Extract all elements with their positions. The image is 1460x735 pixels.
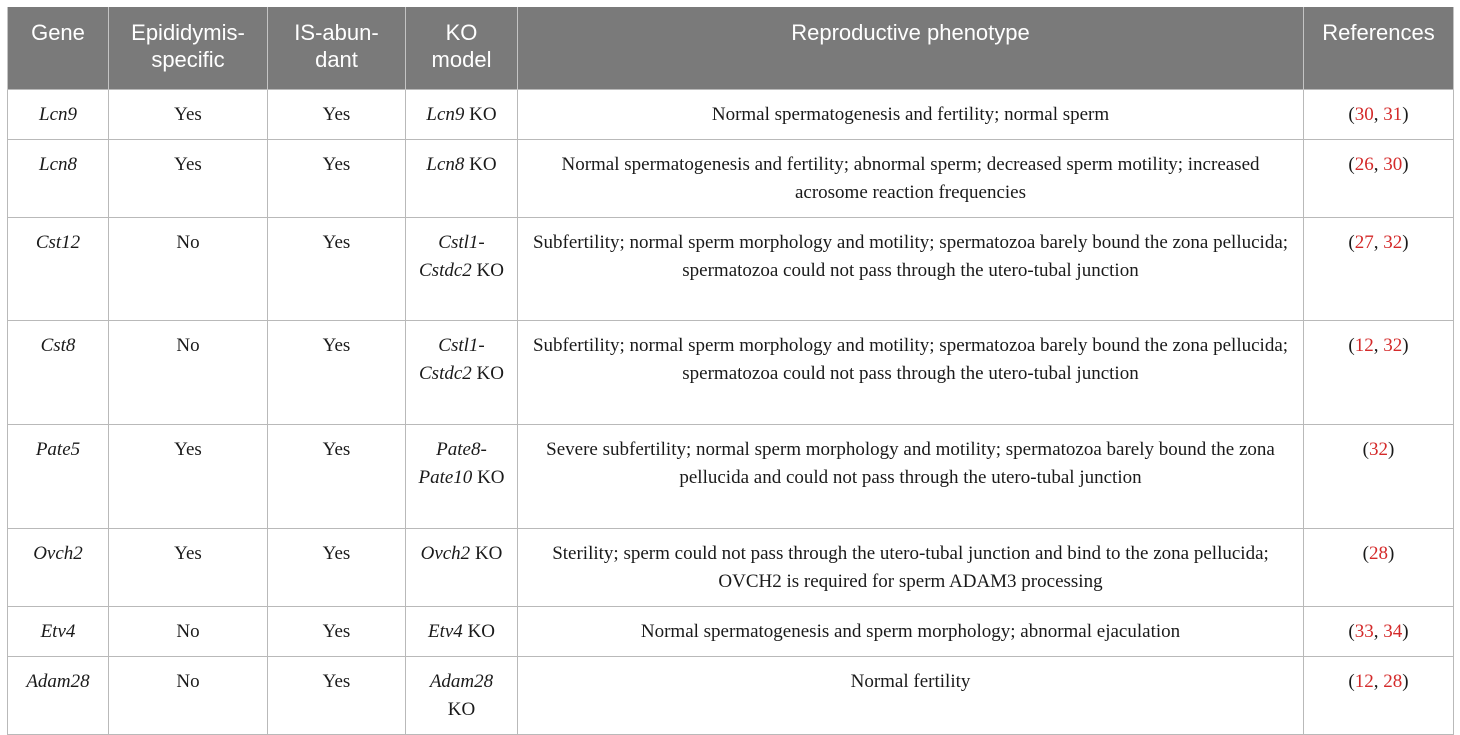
epididymis-specific-cell: No bbox=[109, 320, 268, 424]
table-row bbox=[8, 217, 1454, 320]
ko-model-suffix: KO bbox=[471, 362, 504, 384]
references-cell: (33, 34) bbox=[1304, 606, 1454, 656]
ko-model-cell bbox=[406, 89, 518, 139]
is-abundant-cell: Yes bbox=[268, 656, 406, 734]
epididymis-specific-cell: Yes bbox=[109, 528, 268, 606]
is-abundant-cell: Yes bbox=[268, 139, 406, 217]
reference-link[interactable]: 27 bbox=[1354, 231, 1374, 253]
epididymis-specific-cell: Yes bbox=[109, 139, 268, 217]
ko-model-gene: Cstl1-Cstdc2 bbox=[419, 231, 485, 281]
phenotype-cell: Normal fertility bbox=[518, 656, 1304, 734]
gene-cell: Cst8 bbox=[8, 320, 109, 424]
gene-cell: Adam28 bbox=[8, 656, 109, 734]
gene-cell: Ovch2 bbox=[8, 528, 109, 606]
ko-model-cell bbox=[406, 320, 518, 424]
is-abundant-cell: Yes bbox=[268, 320, 406, 424]
header-gene: Gene bbox=[8, 7, 109, 89]
table-row bbox=[8, 89, 1454, 139]
epididymis-specific-cell: Yes bbox=[109, 424, 268, 528]
reference-link[interactable]: 12 bbox=[1354, 334, 1374, 356]
reference-link[interactable]: 32 bbox=[1383, 231, 1403, 253]
phenotype-cell: Normal spermatogenesis and sperm morphology; abnormal ejaculation bbox=[518, 606, 1304, 656]
references-cell: (12, 32) bbox=[1304, 320, 1454, 424]
ko-model-cell bbox=[406, 424, 518, 528]
references-cell: (27, 32) bbox=[1304, 217, 1454, 320]
reference-link[interactable]: 12 bbox=[1354, 670, 1374, 692]
phenotype-cell: Subfertility; normal sperm morphology and motility; spermatozoa barely bound the zona pellucida; spermatozoa could not pass through the utero-tubal junction bbox=[518, 320, 1304, 424]
phenotype-cell: Normal spermatogenesis and fertility; normal sperm bbox=[518, 89, 1304, 139]
ko-model-cell bbox=[406, 139, 518, 217]
ko-model-suffix: KO bbox=[472, 466, 505, 488]
gene-cell: Pate5 bbox=[8, 424, 109, 528]
ko-model-suffix: KO bbox=[464, 153, 497, 175]
reference-link[interactable]: 33 bbox=[1354, 620, 1374, 642]
ko-model-gene: Pate8-Pate10 bbox=[418, 438, 487, 488]
gene-cell: Lcn8 bbox=[8, 139, 109, 217]
reference-link[interactable]: 34 bbox=[1383, 620, 1403, 642]
epididymis-specific-cell: No bbox=[109, 606, 268, 656]
is-abundant-cell: Yes bbox=[268, 424, 406, 528]
header-reproductive-phenotype: Reproductive phenotype bbox=[518, 7, 1304, 89]
reference-link[interactable]: 30 bbox=[1383, 153, 1403, 175]
header-ko-model: KO model bbox=[406, 7, 518, 89]
gene-cell: Etv4 bbox=[8, 606, 109, 656]
ko-model-gene: Adam28 bbox=[429, 670, 494, 692]
reference-link[interactable]: 30 bbox=[1354, 103, 1374, 125]
is-abundant-cell: Yes bbox=[268, 528, 406, 606]
header-row bbox=[8, 7, 1454, 89]
is-abundant-cell: Yes bbox=[268, 606, 406, 656]
ko-model-cell bbox=[406, 217, 518, 320]
is-abundant-cell: Yes bbox=[268, 217, 406, 320]
table-row bbox=[8, 139, 1454, 217]
epididymis-specific-cell: Yes bbox=[109, 89, 268, 139]
epididymis-specific-cell: No bbox=[109, 217, 268, 320]
references-cell: (26, 30) bbox=[1304, 139, 1454, 217]
reference-link[interactable]: 32 bbox=[1369, 438, 1388, 460]
ko-model-cell bbox=[406, 528, 518, 606]
table-row bbox=[8, 656, 1454, 734]
reference-link[interactable]: 28 bbox=[1369, 542, 1388, 564]
references-cell: (28) bbox=[1304, 528, 1454, 606]
gene-phenotype-table bbox=[7, 7, 1454, 735]
table-row bbox=[8, 320, 1454, 424]
ko-model-gene: Lcn9 bbox=[426, 103, 465, 125]
reference-link[interactable]: 28 bbox=[1383, 670, 1403, 692]
references-cell: (32) bbox=[1304, 424, 1454, 528]
ko-model-gene: Etv4 bbox=[427, 620, 463, 642]
table-row bbox=[8, 528, 1454, 606]
references-cell: (12, 28) bbox=[1304, 656, 1454, 734]
phenotype-cell: Severe subfertility; normal sperm morphology and motility; spermatozoa barely bound the zona pellucida and could not pass through the utero-tubal junction bbox=[518, 424, 1304, 528]
table-row bbox=[8, 424, 1454, 528]
is-abundant-cell: Yes bbox=[268, 89, 406, 139]
phenotype-cell: Normal spermatogenesis and fertility; abnormal sperm; decreased sperm motility; increased acrosome reaction frequencies bbox=[518, 139, 1304, 217]
phenotype-cell: Sterility; sperm could not pass through the utero-tubal junction and bind to the zona pellucida; OVCH2 is required for sperm ADAM3 processing bbox=[518, 528, 1304, 606]
header-is-abundant: IS-abun-dant bbox=[268, 7, 406, 89]
ko-model-gene: Ovch2 bbox=[420, 542, 471, 564]
phenotype-cell: Subfertility; normal sperm morphology and motility; spermatozoa barely bound the zona pellucida; spermatozoa could not pass through the utero-tubal junction bbox=[518, 217, 1304, 320]
reference-link[interactable]: 32 bbox=[1383, 334, 1403, 356]
gene-cell: Lcn9 bbox=[8, 89, 109, 139]
ko-model-cell bbox=[406, 656, 518, 734]
ko-model-suffix: KO bbox=[462, 620, 496, 642]
ko-model-suffix: KO bbox=[471, 259, 504, 281]
ko-model-gene: Lcn8 bbox=[426, 153, 465, 175]
ko-model-suffix: KO bbox=[470, 542, 503, 564]
epididymis-specific-cell: No bbox=[109, 656, 268, 734]
reference-link[interactable]: 26 bbox=[1354, 153, 1374, 175]
reference-link[interactable]: 31 bbox=[1383, 103, 1403, 125]
ko-model-suffix: KO bbox=[464, 103, 497, 125]
table-row bbox=[8, 606, 1454, 656]
gene-cell: Cst12 bbox=[8, 217, 109, 320]
header-epididymis-specific: Epididymis-specific bbox=[109, 7, 268, 89]
ko-model-suffix: KO bbox=[447, 698, 476, 720]
ko-model-cell bbox=[406, 606, 518, 656]
references-cell: (30, 31) bbox=[1304, 89, 1454, 139]
header-references: References bbox=[1304, 7, 1454, 89]
ko-model-gene: Cstl1-Cstdc2 bbox=[419, 334, 485, 384]
